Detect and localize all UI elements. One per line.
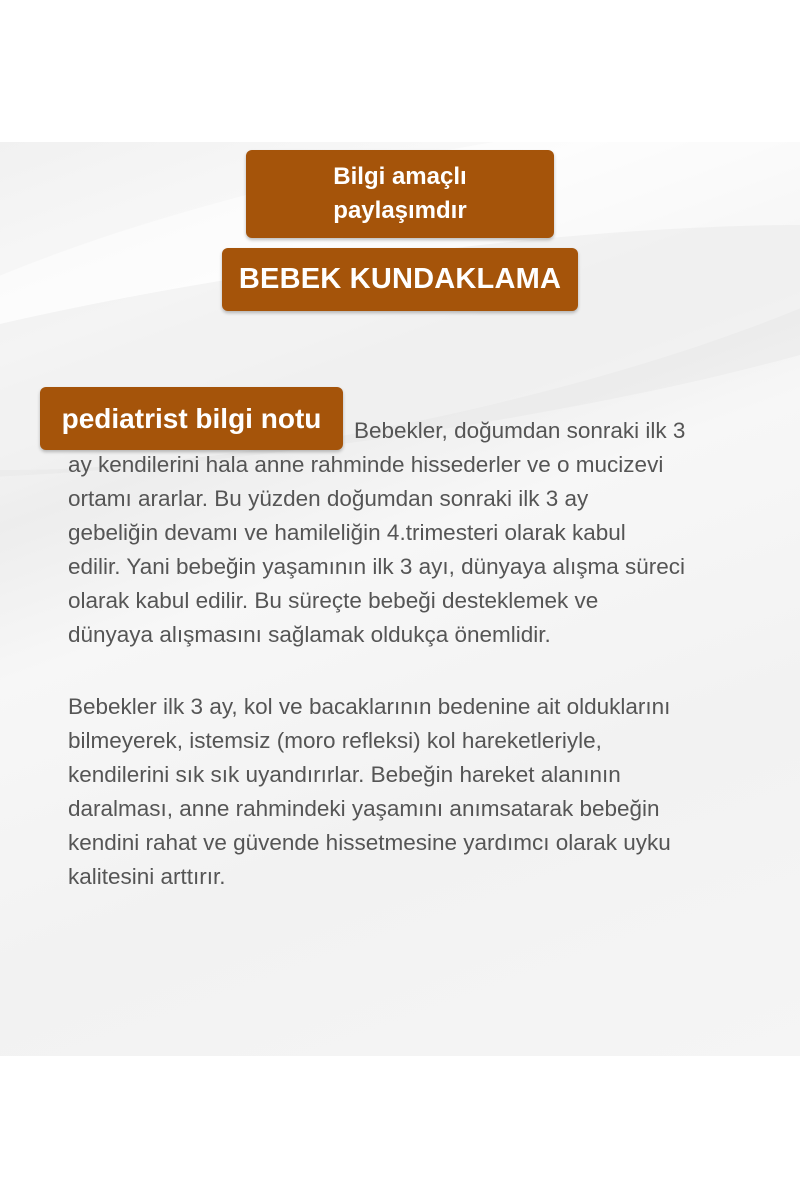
paragraph-line: gebeliğin devamı ve hamileliğin 4.trimesteri olarak kabul — [68, 520, 626, 545]
paragraph-line: kendilerini sık sık uyandırırlar. Bebeğin hareket alanının — [68, 762, 621, 787]
paragraph-line: ay kendilerini hala anne rahminde hissederler ve o mucizevi — [68, 452, 664, 477]
paragraph-line: bilmeyerek, istemsiz (moro refleksi) kol hareketleriyle, — [68, 728, 602, 753]
page-title: BEBEK KUNDAKLAMA — [222, 248, 578, 311]
paragraph-line: dünyaya alışmasını sağlamak oldukça önemlidir. — [68, 622, 551, 647]
paragraph-2 — [68, 690, 788, 894]
note-badge: pediatrist bilgi notu — [40, 387, 343, 450]
paragraph-line: Bebekler ilk 3 ay, kol ve bacaklarının bedenine ait olduklarını — [68, 694, 671, 719]
paragraph-line: kendini rahat ve güvende hissetmesine yardımcı olarak uyku — [68, 830, 671, 855]
info-badge — [246, 150, 554, 238]
paragraph-line: edilir. Yani bebeğin yaşamının ilk 3 ayı, dünyaya alışma süreci — [68, 554, 686, 579]
info-badge-line: paylaşımdır — [333, 197, 467, 224]
paragraph-line: kalitesini arttırır. — [68, 864, 226, 889]
info-badge-line: Bilgi amaçlı — [333, 163, 467, 190]
paragraph-1-first-line: Bebekler, doğumdan sonraki ilk 3 — [354, 418, 686, 443]
paragraph-line: olarak kabul edilir. Bu süreçte bebeği desteklemek ve — [68, 588, 599, 613]
paragraph-1 — [68, 448, 788, 652]
paragraph-line: ortamı ararlar. Bu yüzden doğumdan sonraki ilk 3 ay — [68, 486, 589, 511]
paragraph-line: daralması, anne rahmindeki yaşamını anımsatarak bebeğin — [68, 796, 660, 821]
